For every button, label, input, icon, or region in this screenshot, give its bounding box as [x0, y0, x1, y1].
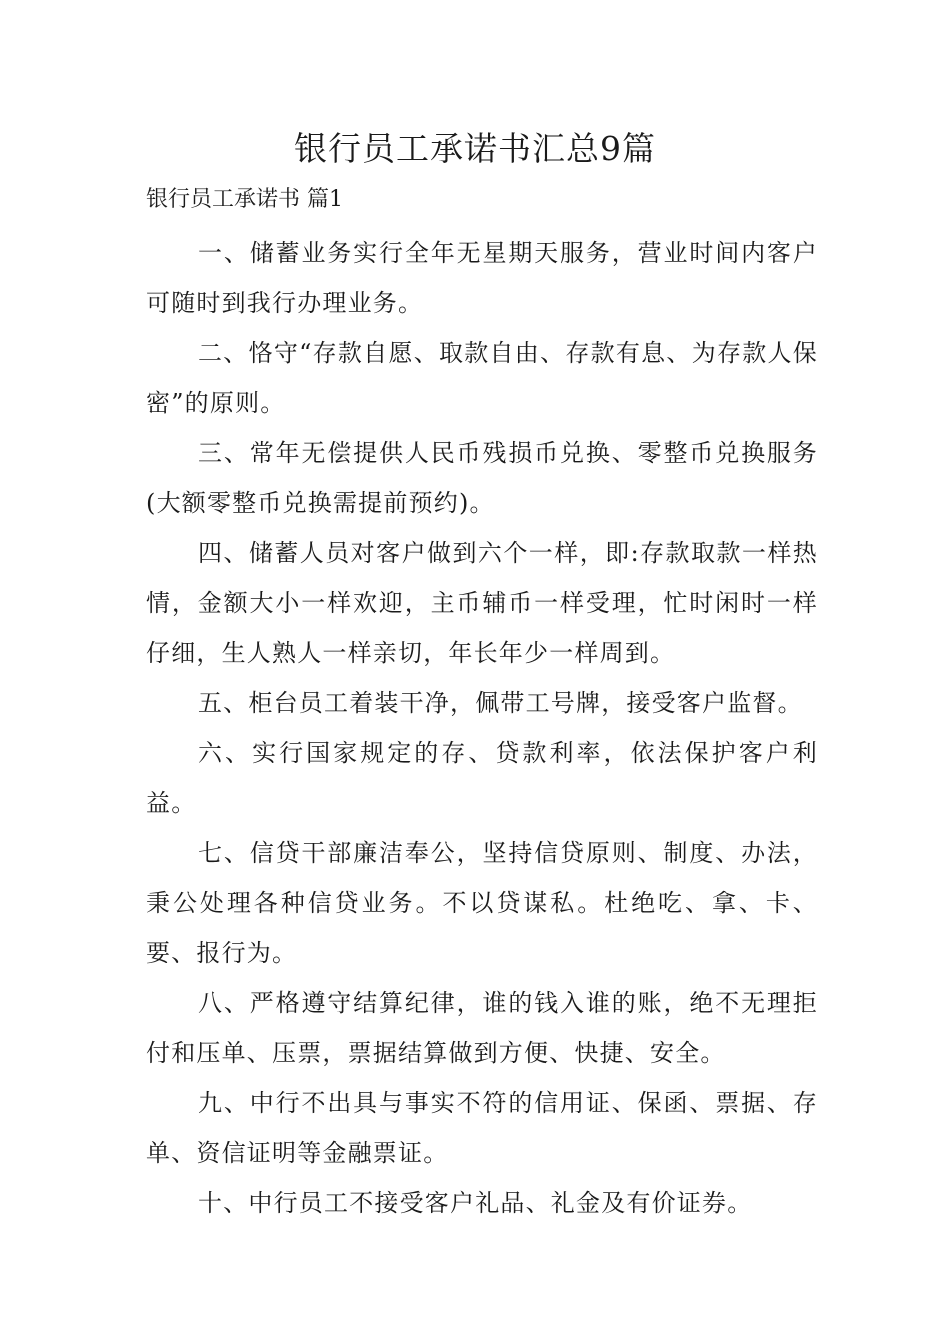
paragraph-7: 七、信贷干部廉洁奉公，坚持信贷原则、制度、办法，秉公处理各种信贷业务。不以贷谋私。杜绝吃、拿、卡、要、报行为。	[146, 839, 818, 967]
document-title: 银行员工承诺书汇总9篇	[294, 129, 656, 168]
paragraph-10: 十、中行员工不接受客户礼品、礼金及有价证券。	[198, 1189, 753, 1217]
document-body	[146, 228, 818, 1228]
paragraph-1: 一、储蓄业务实行全年无星期天服务，营业时间内客户可随时到我行办理业务。	[146, 239, 818, 317]
paragraph-2: 二、恪守“存款自愿、取款自由、存款有息、为存款人保密”的原则。	[146, 339, 818, 417]
section-heading: 银行员工承诺书 篇1	[146, 187, 343, 212]
paragraph-6: 六、实行国家规定的存、贷款利率，依法保护客户利益。	[146, 739, 818, 817]
paragraph-4: 四、储蓄人员对客户做到六个一样，即:存款取款一样热情，金额大小一样欢迎，主币辅币一样受理，忙时闲时一样仔细，生人熟人一样亲切，年长年少一样周到。	[146, 539, 818, 667]
paragraph-5: 五、柜台员工着装干净，佩带工号牌，接受客户监督。	[198, 689, 803, 717]
paragraph-8: 八、严格遵守结算纪律，谁的钱入谁的账，绝不无理拒付和压单、压票，票据结算做到方便、快捷、安全。	[146, 989, 818, 1067]
paragraph-3: 三、常年无偿提供人民币残损币兑换、零整币兑换服务(大额零整币兑换需提前预约)。	[146, 439, 818, 517]
paragraph-9: 九、中行不出具与事实不符的信用证、保函、票据、存单、资信证明等金融票证。	[146, 1089, 818, 1167]
